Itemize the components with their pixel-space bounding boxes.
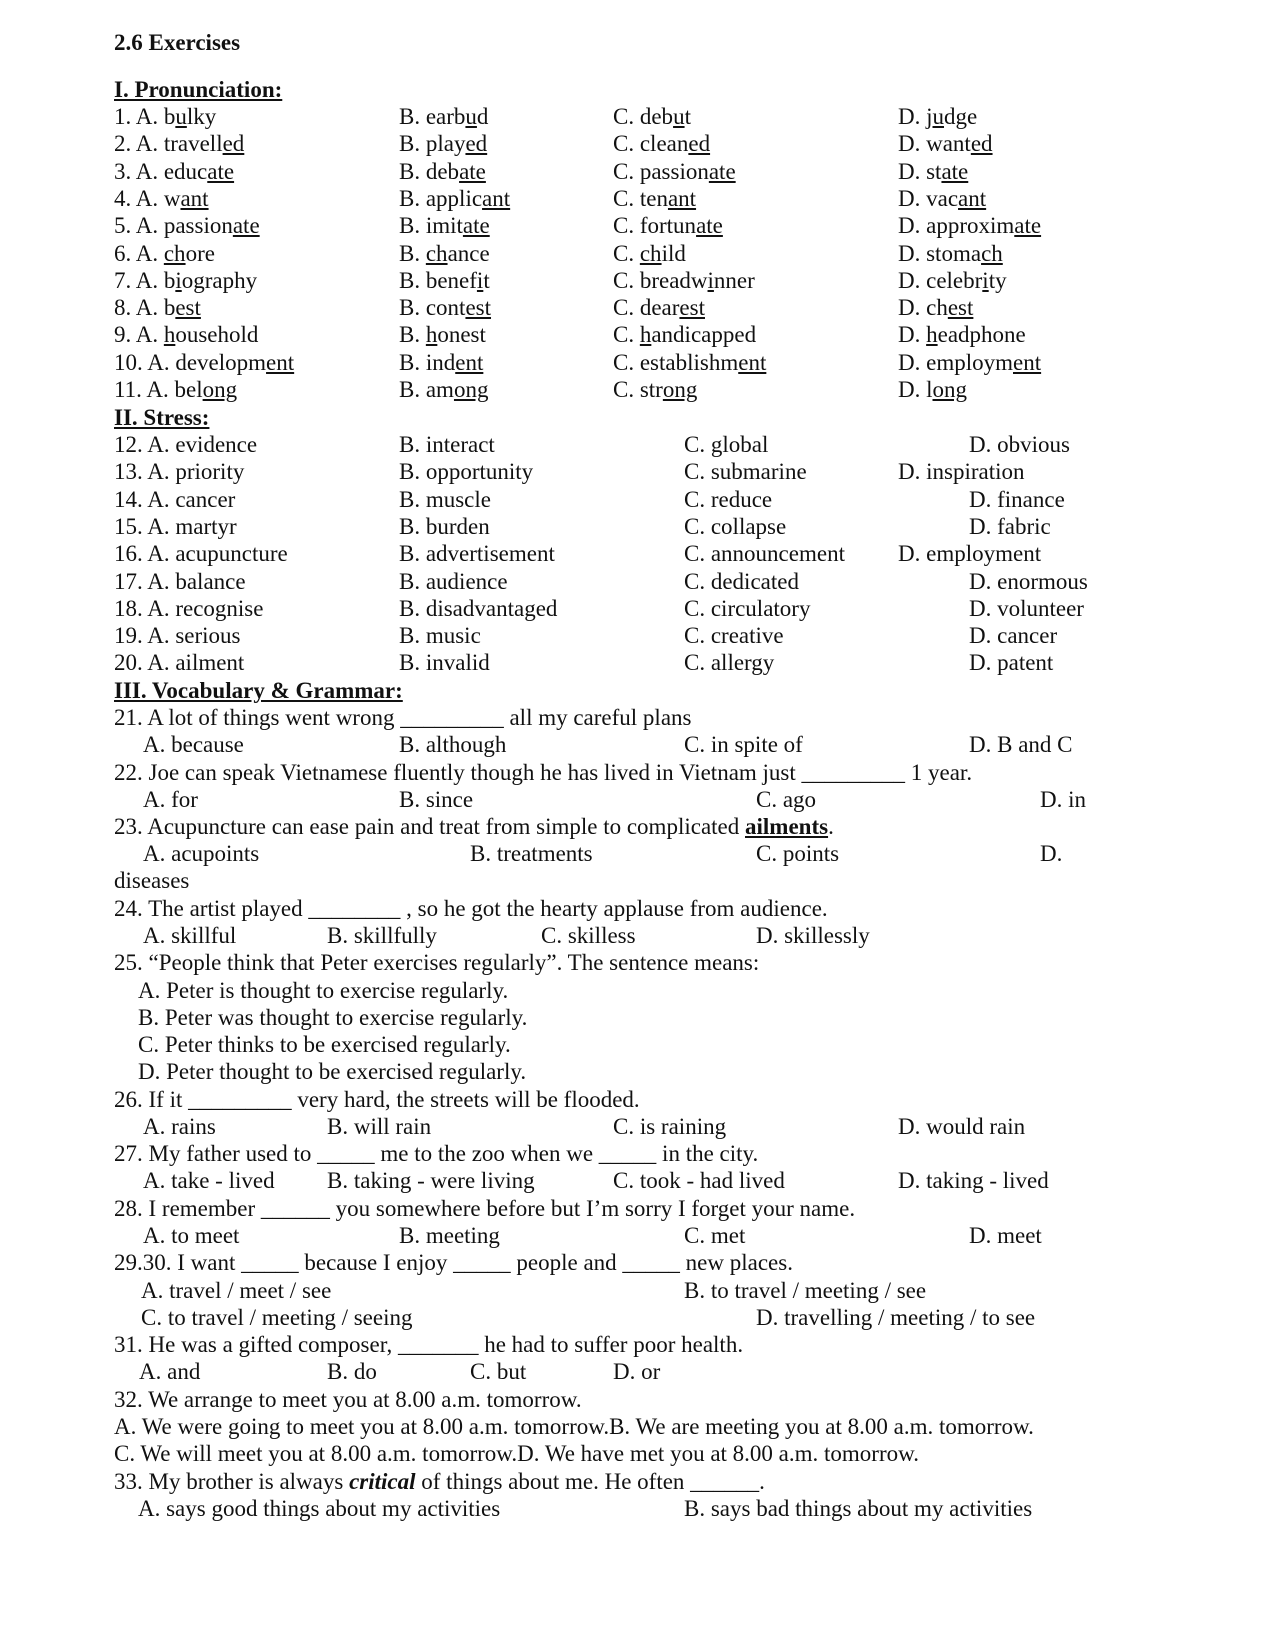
option: C. reduce [684, 486, 773, 512]
option: A. skillful [143, 923, 237, 948]
option: C. met [684, 1223, 746, 1248]
option: D. patent [969, 650, 1054, 676]
option: 7. A. biography [114, 267, 258, 293]
option: D. long [898, 377, 967, 402]
underlined-sound: ent [455, 349, 484, 375]
option: A. rains [143, 1114, 216, 1139]
question-24: 24. The artist played ________ , so he got the hearty applause from audience. [114, 896, 828, 921]
option: C. announcement [684, 541, 845, 567]
underlined-sound: i [476, 267, 484, 293]
underlined-sound: ed [222, 131, 245, 157]
option: D. travelling / meeting / to see [756, 1305, 1036, 1330]
option: C. to travel / meeting / seeing [141, 1305, 413, 1330]
question-number: 6. A. [114, 240, 164, 266]
option: D. employment [898, 349, 1042, 375]
option: B. muscle [399, 486, 491, 512]
underlined-sound: ong [932, 377, 967, 402]
underlined-sound: ed [688, 131, 711, 157]
question-number: 5. A. [114, 213, 164, 239]
underlined-sound: u [175, 104, 187, 129]
underlined-sound: ate [232, 213, 260, 239]
underlined-sound: ed [465, 131, 488, 157]
option: B. benefit [399, 267, 490, 293]
option: 6. A. chore [114, 240, 215, 266]
option: B. honest [399, 322, 486, 348]
question-33-end: of things about me. He often ______. [415, 1469, 765, 1494]
underlined-sound: est [947, 295, 974, 321]
option: B. audience [399, 568, 508, 594]
option: B. skillfully [327, 923, 437, 948]
option: B. earbud [399, 104, 489, 129]
question-number: 2. A. [114, 131, 164, 157]
option: 2. A. travelled [114, 131, 245, 157]
question-number: 3. A. [114, 158, 164, 184]
option: 17. A. balance [114, 568, 246, 594]
underlined-sound: ant [667, 185, 697, 211]
underlined-sound: est [679, 295, 705, 321]
underlined-sound: ate [941, 158, 969, 184]
option: D. state [898, 158, 969, 184]
option: B. since [399, 787, 474, 812]
page-title: 2.6 Exercises [114, 30, 241, 55]
underlined-sound: ch [639, 240, 662, 266]
option: D. headphone [898, 322, 1026, 348]
option: B. opportunity [399, 459, 534, 485]
option: C. establishment [613, 349, 767, 375]
option: B. burden [399, 513, 490, 539]
underlined-sound: i [707, 267, 714, 293]
option: C. strong [613, 377, 698, 402]
option: C. global [684, 432, 769, 457]
option: D. cancer [969, 623, 1058, 649]
question-23-keyword: ailments [745, 814, 829, 839]
option: D. fabric [969, 513, 1051, 539]
option: D. employment [898, 541, 1042, 567]
option: 16. A. acupuncture [114, 541, 288, 567]
question-23 [114, 813, 834, 841]
option: C. submarine [684, 459, 807, 485]
option: 15. A. martyr [114, 513, 237, 539]
question-23-wrapped-option: diseases [114, 868, 190, 893]
option: A. to meet [143, 1223, 240, 1248]
underlined-sound: ant [180, 185, 209, 211]
option: B. contest [399, 295, 492, 321]
question-number: 9. A. [114, 322, 164, 348]
underlined-sound: ant [958, 185, 987, 211]
option: D. or [613, 1359, 661, 1384]
option: C. took - had lived [613, 1168, 785, 1193]
option: 8. A. best [114, 295, 201, 321]
underlined-sound: ong [453, 377, 489, 402]
underlined-sound: i [982, 267, 989, 293]
option: D. would rain [898, 1114, 1026, 1139]
option: D. wanted [898, 131, 993, 157]
question-number: 4. A. [114, 185, 164, 211]
question-number: 11. A. [114, 377, 175, 402]
option: 9. A. household [114, 322, 259, 348]
section-vocab-heading: III. Vocabulary & Grammar: [114, 678, 403, 703]
underlined-sound: ent [266, 349, 295, 375]
section-stress-heading: II. Stress: [114, 405, 210, 430]
option: D. volunteer [969, 595, 1084, 621]
option: B. advertisement [399, 541, 555, 567]
option: B. Peter was thought to exercise regularly. [138, 1005, 528, 1030]
option: 1. A. bulky [114, 104, 217, 129]
option: B. meeting [399, 1223, 500, 1248]
option: C. Peter thinks to be exercised regularly. [138, 1032, 511, 1057]
question-33-text: 33. My brother is always [114, 1469, 350, 1494]
option: C. ago [756, 787, 817, 812]
option: 11. A. belong [114, 377, 238, 402]
underlined-sound: est [175, 295, 201, 321]
option: B. disadvantaged [399, 595, 558, 621]
option: B. music [399, 623, 481, 649]
underlined-sound: ent [1013, 349, 1042, 375]
underlined-sound: ch [425, 240, 448, 266]
underlined-sound: ong [662, 377, 698, 402]
option: 18. A. recognise [114, 595, 264, 621]
question-26: 26. If it _________ very hard, the streets will be flooded. [114, 1087, 640, 1112]
option: D. vacant [898, 185, 987, 211]
option: D. judge [898, 104, 978, 129]
option: C. breadwinner [613, 267, 755, 293]
underlined-sound: ed [970, 131, 993, 157]
option: C. cleaned [613, 131, 711, 157]
question-22: 22. Joe can speak Vietnamese fluently though he has lived in Vietnam just _________ 1 year. [114, 760, 973, 785]
option: A. acupoints [143, 841, 260, 866]
option: C. tenant [613, 185, 697, 211]
underlined-sound: ch [163, 240, 186, 266]
question-31: 31. He was a gifted composer, _______ he had to suffer poor health. [114, 1332, 744, 1357]
option: D. stomach [898, 240, 1003, 266]
question-number: 1. A. [114, 104, 164, 129]
option: C. handicapped [613, 322, 757, 348]
option: C. passionate [613, 158, 736, 184]
underlined-sound: ate [462, 213, 490, 239]
underlined-sound: ate [696, 213, 723, 239]
option: B. says bad things about my activities [684, 1496, 1033, 1521]
question-33-keyword: critical [349, 1469, 416, 1494]
question-number: 8. A. [114, 295, 164, 321]
option: B. do [327, 1359, 377, 1384]
underlined-sound: h [926, 322, 938, 348]
option: 3. A. educate [114, 158, 235, 184]
option: C. child [613, 240, 686, 266]
option: C. skilless [541, 923, 636, 948]
option: C. allergy [684, 650, 775, 676]
underlined-sound: h [639, 322, 652, 348]
option: B. will rain [327, 1114, 432, 1139]
option: B. taking - were living [327, 1168, 535, 1193]
option: D. inspiration [898, 459, 1025, 485]
option: B. indent [399, 349, 484, 375]
option: C. creative [684, 623, 784, 649]
underlined-sound: ate [1014, 213, 1042, 239]
option: 4. A. want [114, 185, 209, 211]
option: B. interact [399, 432, 495, 457]
question-27: 27. My father used to _____ me to the zoo when we _____ in the city. [114, 1141, 759, 1166]
option: 20. A. ailment [114, 650, 245, 676]
option: C. in spite of [684, 732, 803, 757]
option: D. B and C [969, 732, 1073, 757]
question-23-end: . [828, 814, 834, 839]
underlined-sound: u [932, 104, 944, 129]
question-number: 7. A. [114, 267, 164, 293]
option: D. taking - lived [898, 1168, 1049, 1193]
option: C. is raining [613, 1114, 727, 1139]
question-28: 28. I remember ______ you somewhere before but I’m sorry I forget your name. [114, 1196, 856, 1221]
option: B. invalid [399, 650, 490, 676]
underlined-sound: ate [708, 158, 736, 184]
option: D. enormous [969, 568, 1088, 594]
underlined-sound: ent [738, 349, 767, 375]
option: D. finance [969, 486, 1065, 512]
question-33 [114, 1468, 765, 1496]
option: 12. A. evidence [114, 432, 258, 457]
option: C. circulatory [684, 595, 811, 621]
section-pronunciation-heading: I. Pronunciation: [114, 77, 283, 102]
option: B. imitate [399, 213, 490, 239]
option: D. chest [898, 295, 974, 321]
question-number: 10. A. [114, 349, 176, 375]
underlined-sound: h [425, 322, 438, 348]
option: A. and [139, 1359, 201, 1384]
option: C. dedicated [684, 568, 799, 594]
option: A. because [143, 732, 244, 757]
underlined-sound: ate [459, 158, 486, 184]
question-25: 25. “People think that Peter exercises regularly”. The sentence means: [114, 950, 760, 975]
underlined-sound: u [673, 104, 685, 129]
option: 5. A. passionate [114, 213, 260, 239]
underlined-sound: ong [202, 377, 238, 402]
option: A. take - lived [143, 1168, 275, 1193]
question-32-options-line2: C. We will meet you at 8.00 a.m. tomorrow.D. We have met you at 8.00 a.m. tomorrow. [114, 1441, 919, 1466]
option: B. debate [399, 158, 486, 184]
option: B. although [399, 732, 507, 757]
option: C. fortunate [613, 213, 723, 239]
option: D. celebrity [898, 267, 1007, 293]
option: 10. A. development [114, 349, 295, 375]
question-32: 32. We arrange to meet you at 8.00 a.m. tomorrow. [114, 1387, 582, 1412]
option: D. Peter thought to be exercised regularly. [138, 1059, 527, 1084]
option: 19. A. serious [114, 623, 241, 649]
underlined-sound: ate [207, 158, 235, 184]
option: D. meet [969, 1223, 1042, 1248]
option: A. Peter is thought to exercise regularly. [138, 978, 509, 1003]
option: B. treatments [470, 841, 593, 866]
option: B. chance [399, 240, 490, 266]
underlined-sound: i [175, 267, 182, 293]
underlined-sound: ant [482, 185, 511, 211]
option: B. applicant [399, 185, 511, 211]
underlined-sound: h [163, 322, 176, 348]
option: C. but [470, 1359, 527, 1384]
option: C. debut [613, 104, 691, 129]
option: A. for [143, 787, 198, 812]
option: B. played [399, 131, 488, 157]
question-21: 21. A lot of things went wrong _________ all my careful plans [114, 705, 692, 730]
underlined-sound: ch [981, 240, 1003, 266]
option: A. says good things about my activities [138, 1496, 501, 1521]
option: A. travel / meet / see [141, 1278, 332, 1303]
option: C. collapse [684, 513, 787, 539]
underlined-sound: est [465, 295, 492, 321]
underlined-sound: u [465, 104, 477, 129]
option: B. among [399, 377, 489, 402]
option: 14. A. cancer [114, 486, 236, 512]
option: C. points [756, 841, 840, 866]
question-23-text: 23. Acupuncture can ease pain and treat from simple to complicated [114, 814, 745, 839]
option: D. approximate [898, 213, 1042, 239]
option: D. obvious [969, 432, 1070, 457]
option: B. to travel / meeting / see [684, 1278, 927, 1303]
question-32-options-line1: A. We were going to meet you at 8.00 a.m. tomorrow.B. We are meeting you at 8.00 a.m. tomorrow. [114, 1414, 1034, 1439]
question-29-30: 29.30. I want _____ because I enjoy _____ people and _____ new places. [114, 1250, 793, 1275]
option: D. skillessly [756, 923, 870, 948]
option: C. dearest [613, 295, 705, 321]
option: 13. A. priority [114, 459, 245, 485]
option: D. [1040, 841, 1063, 866]
option: D. in [1040, 787, 1086, 812]
